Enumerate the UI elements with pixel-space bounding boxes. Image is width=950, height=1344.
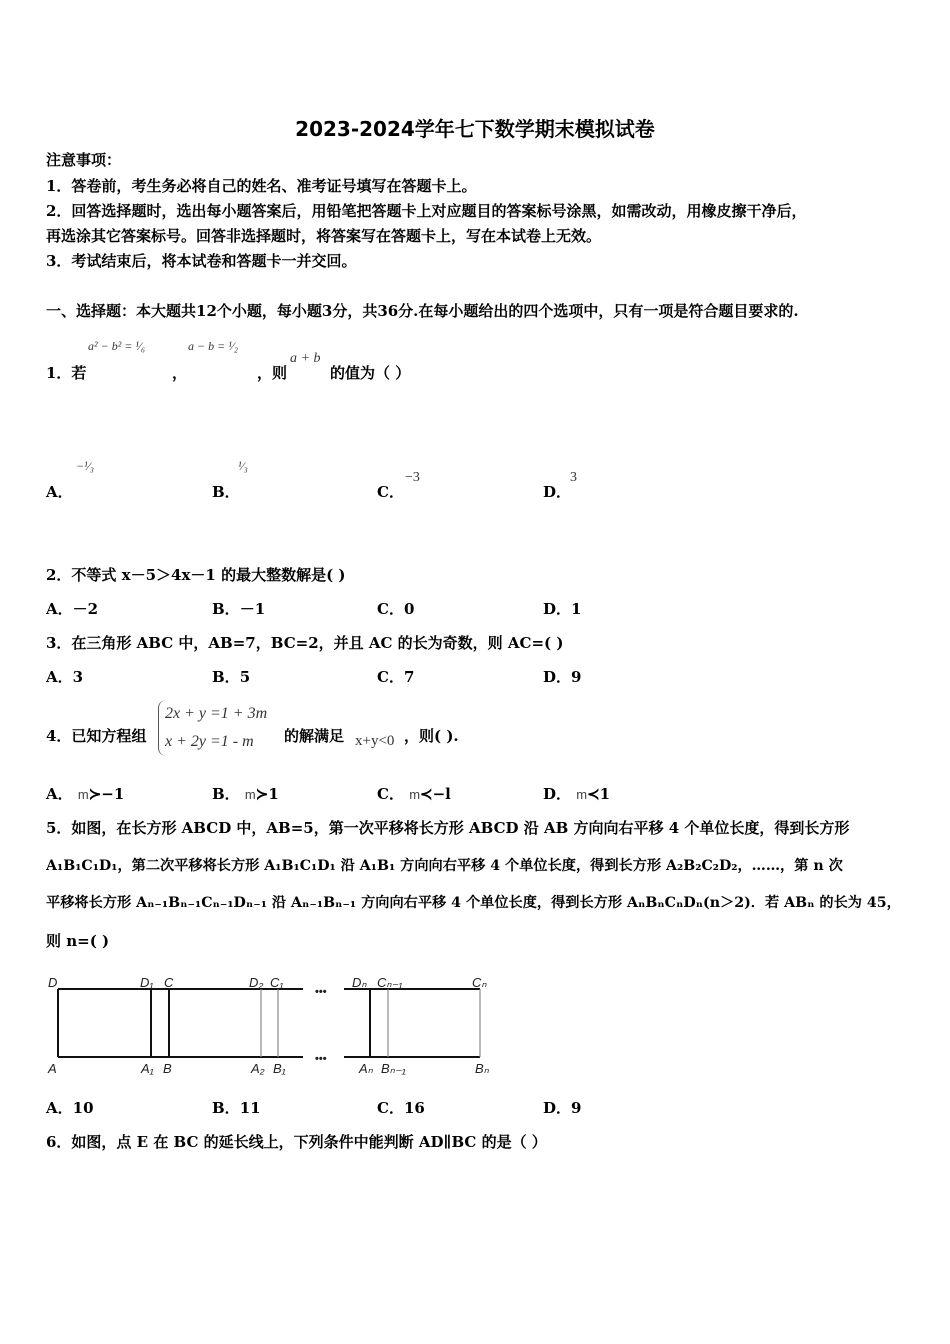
option-variable: m: [409, 787, 421, 802]
question-prefix: 1．若: [46, 364, 87, 382]
section-heading: 一、选择题：本大题共12个小题，每小题3分，共36分.在每小题给出的四个选项中，只有一项是符合题目要求的.: [46, 302, 799, 320]
notice-item: 2．回答选择题时，选出每小题答案后，用铅笔把答题卡上对应题目的答案标号涂黑，如需改动，用橡皮擦干净后，: [46, 202, 807, 220]
page-title: 2023-2024学年七下数学期末模拟试卷: [295, 117, 655, 141]
option-value: 9: [571, 668, 582, 686]
label-An: Aₙ: [359, 1061, 373, 1076]
option-label: A．: [46, 785, 73, 803]
comma: ，: [172, 364, 188, 382]
option-label: C．: [377, 600, 404, 618]
option-value: 10: [72, 1099, 94, 1117]
comma-then: ，则: [257, 364, 288, 382]
option-value: 16: [403, 1099, 425, 1117]
option-label: C．: [377, 785, 404, 803]
option-variable: m: [576, 787, 588, 802]
option-c[interactable]: C．: [377, 483, 404, 501]
question-6: 6．如图，点 E 在 BC 的延长线上，下列条件中能判断 AD∥BC 的是（ ）: [46, 1133, 547, 1151]
expression: a + b: [290, 351, 321, 366]
notice-item: 1．答卷前，考生务必将自己的姓名、准考证号填写在答题卡上。: [46, 177, 477, 195]
option-value: 7: [403, 668, 415, 686]
option-label: A．: [46, 600, 73, 618]
option-d[interactable]: D．: [543, 483, 572, 501]
option-c-value: −3: [405, 470, 420, 485]
option-value: －2: [72, 600, 99, 618]
question-5-line: 平移将长方形 Aₙ₋₁Bₙ₋₁Cₙ₋₁Dₙ₋₁ 沿 Aₙ₋₁Bₙ₋₁ 方向向右平移 4 个单位长度，得到长方形 AₙBₙCₙDₙ(n＞2)．若 ABₙ 的长为 45，: [46, 895, 901, 911]
option-b[interactable]: [212, 785, 279, 804]
question-4-middle: 的解满足: [284, 727, 345, 745]
option-label: C．: [377, 668, 404, 686]
option-a[interactable]: A．: [46, 483, 73, 501]
option-label: A．: [46, 1099, 73, 1117]
option-b[interactable]: [212, 1099, 261, 1117]
question-5-line: 则 n=( ): [46, 932, 110, 950]
option-b[interactable]: [212, 600, 265, 618]
option-value: 3: [72, 668, 84, 686]
option-c[interactable]: [377, 668, 414, 686]
option-d[interactable]: [543, 668, 581, 686]
option-value: 1: [571, 600, 582, 618]
option-value: ≻−1: [88, 785, 125, 803]
option-a[interactable]: [46, 668, 83, 686]
notice-item: 再选涂其它答案标号。回答非选择题时，将答案写在答题卡上，写在本试卷上无效。: [46, 227, 602, 245]
label-C1: C₁: [270, 975, 284, 990]
option-label: A．: [46, 668, 73, 686]
equation-2: x + 2y =1 - m: [165, 733, 254, 750]
option-a-value: −¹⁄₃: [76, 459, 94, 473]
label-D2: D₂: [249, 975, 264, 990]
label-Cn: Cₙ: [472, 975, 487, 990]
rectangle-translation-figure: [0, 960, 520, 1085]
question-5-line: A₁B₁C₁D₁，第二次平移将长方形 A₁B₁C₁D₁ 沿 A₁B₁ 方向向右平移 4 个单位长度，得到长方形 A₂B₂C₂D₂，……，第 n 次: [46, 858, 843, 874]
option-label: D．: [543, 600, 572, 618]
label-Cn-1: Cₙ₋₁: [377, 975, 403, 990]
option-label: D．: [543, 785, 572, 803]
option-value: ≻1: [255, 785, 279, 803]
label-B1: B₁: [273, 1061, 286, 1076]
label-A2: A₂: [251, 1061, 265, 1076]
option-a[interactable]: [46, 600, 98, 618]
label-D1: D₁: [140, 975, 154, 990]
option-value: ≺−l: [420, 785, 451, 803]
condition: x+y<0: [355, 733, 395, 749]
option-value: 0: [403, 600, 415, 618]
option-a[interactable]: [46, 785, 124, 804]
label-Bn-1: Bₙ₋₁: [381, 1061, 406, 1076]
option-value: ≺1: [587, 785, 611, 803]
option-label: B．: [212, 668, 240, 686]
option-label: D．: [543, 1099, 572, 1117]
option-value: 9: [571, 1099, 582, 1117]
equation-system: [158, 700, 267, 756]
label-B: B: [163, 1061, 172, 1076]
notice-item: 3．考试结束后，将本试卷和答题卡一并交回。: [46, 252, 357, 270]
option-d[interactable]: [543, 600, 581, 618]
option-b[interactable]: [212, 668, 250, 686]
equation-1: 2x + y =1 + 3m: [165, 705, 268, 722]
option-d[interactable]: [543, 785, 610, 804]
option-label: B．: [212, 785, 240, 803]
question-suffix: 的值为（ ）: [330, 364, 411, 382]
notice-heading: 注意事项：: [46, 151, 122, 169]
option-variable: m: [244, 787, 256, 802]
question-5-line: 5．如图，在长方形 ABCD 中，AB=5，第一次平移将长方形 ABCD 沿 AB 方向向右平移 4 个单位长度，得到长方形: [46, 819, 850, 837]
equation-1: a² − b² = ¹⁄₆: [88, 339, 146, 353]
option-b-value: ¹⁄₃: [238, 459, 248, 473]
option-c[interactable]: [377, 1099, 425, 1117]
ellipsis-top: •••: [315, 986, 327, 998]
option-value: －1: [239, 600, 266, 618]
option-d[interactable]: [543, 1099, 581, 1117]
question-4-suffix: ，则( ).: [404, 727, 459, 745]
ellipsis-bottom: •••: [315, 1053, 327, 1065]
option-a[interactable]: [46, 1099, 94, 1117]
option-b[interactable]: B．: [212, 483, 240, 501]
option-c[interactable]: [377, 600, 414, 618]
equation-2: a − b = ¹⁄₂: [188, 339, 238, 353]
option-label: B．: [212, 1099, 240, 1117]
label-D: D: [48, 975, 58, 990]
option-label: D．: [543, 668, 572, 686]
option-variable: m: [77, 787, 89, 802]
option-label: C．: [377, 1099, 404, 1117]
option-value: 11: [239, 1099, 261, 1117]
question-3: 3．在三角形 ABC 中，AB=7，BC=2，并且 AC 的长为奇数，则 AC=( ): [46, 634, 564, 652]
label-Bn: Bₙ: [475, 1061, 489, 1076]
label-C: C: [164, 975, 174, 990]
option-d-value: 3: [570, 470, 577, 485]
label-Dn: Dₙ: [352, 975, 367, 990]
question-4-prefix: 4．已知方程组: [46, 727, 147, 745]
label-A: A: [48, 1061, 57, 1076]
label-A1: A₁: [141, 1061, 154, 1076]
option-value: 5: [239, 668, 251, 686]
option-c[interactable]: [377, 785, 451, 804]
question-2: 2．不等式 x－5＞4x－1 的最大整数解是( ): [46, 566, 346, 584]
option-label: B．: [212, 600, 240, 618]
